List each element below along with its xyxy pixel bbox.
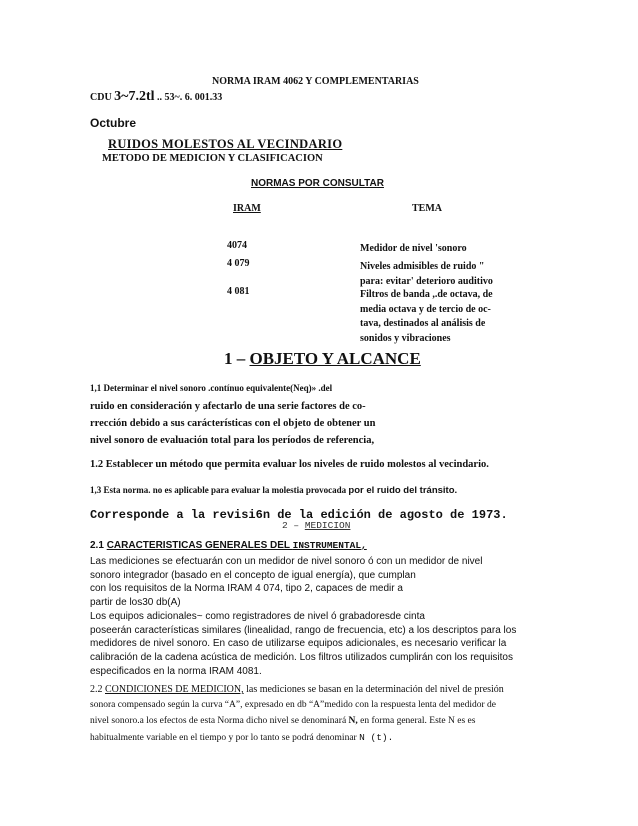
document-title: RUIDOS MOLESTOS AL VECINDARIO <box>108 137 343 151</box>
paragraph-1-2: 1.2 Establecer un método que permita evaluar los niveles de ruido molestos al vecindario. <box>90 459 489 470</box>
section1-title: OBJETO Y ALCANCE <box>249 349 421 368</box>
section-2-1-line: con los requisitos de la Norma IRAM 4 074, tipo 2, capaces de medir a <box>90 583 403 595</box>
reference-tema-line: sonidos y vibraciones <box>360 332 451 344</box>
col-tema-header: TEMA <box>412 203 442 214</box>
section-2-1-title: CARACTERISTICAS GENERALES DEL <box>106 540 293 551</box>
section2-heading <box>282 520 350 531</box>
norm-title: NORMA IRAM 4062 Y COMPLEMENTARIAS <box>212 76 419 87</box>
section1-number: 1 – <box>224 349 250 368</box>
paragraph-1-3-b: por el ruido del tránsito. <box>348 485 458 496</box>
paragraph-1-1-line: rrección debido a sus carácterísticas con el objeto de obtener un <box>90 418 376 429</box>
section-2-2-line3 <box>90 716 475 726</box>
reference-tema-line: Filtros de banda ,.de octava, de <box>360 289 493 300</box>
paragraph-1-1-line: nivel sonoro de evaluación total para los períodos de referencia, <box>90 435 375 446</box>
reference-iram-code: 4 079 <box>227 258 250 269</box>
section-2-2-line1-rest: las mediciones se basan en la determinación del nivel de presión <box>243 684 504 695</box>
section-2-2-line4 <box>90 732 393 743</box>
section-2-1-title-mono: INSTRUMENTAL, <box>292 540 367 551</box>
reference-tema-line: media octava y de tercio de oc- <box>360 303 491 315</box>
section-2-2-line4-a: habitualmente variable en el tiempo y por lo tanto se podrá denominar <box>90 733 360 743</box>
cdu-prefix: CDU <box>90 92 112 103</box>
paragraph-1-1-line: ruido en consideración y afectarlo de una serie factores de co- <box>90 401 366 412</box>
reference-tema-line: para: evitar' deterioro auditivo <box>360 275 493 287</box>
cdu-line <box>90 89 222 105</box>
paragraph-1-3 <box>90 485 457 496</box>
col-iram-header: IRAM <box>233 203 261 214</box>
section-2-2-line2: sonora compensado según la curva “A”, expresado en db “A”medido con la respuesta lenta del medidor de <box>90 700 496 710</box>
section-2-1-line: calibración de la cadena acústica de medición. Los filtros utilizados cumplirán con los requisitos <box>90 651 513 663</box>
cdu-rest: .. 53~. 6. 001.33 <box>157 92 223 103</box>
month: Octubre <box>90 116 137 130</box>
references-heading: NORMAS POR CONSULTAR <box>251 178 384 189</box>
section-2-1-line: sonoro integrador (basado en el concepto de igual energía), que cumplan <box>90 569 416 581</box>
section-2-1-number: 2.1 <box>90 540 107 551</box>
reference-tema-line: tava, destinados al análisis de <box>360 318 486 329</box>
paragraph-1-1-line: 1,1 Determinar el nivel sonoro .contínuo equivalente(Neq)» .del <box>90 383 333 393</box>
document-subtitle: METODO DE MEDICION Y CLASIFICACION <box>102 153 323 164</box>
section-2-1-line: medidores de nivel sonoro. En caso de utilizarse equipos adicionales, es necesario verificar la <box>90 638 507 650</box>
section-2-1-line: partir de los30 db(A) <box>90 597 181 609</box>
section-2-1-line: Los equipos adicionales~ como registradores de nivel ó grabadoresde cinta <box>90 610 425 622</box>
section-2-1-line: especificados en la norma IRAM 4081. <box>90 665 262 677</box>
section-2-2-title: CONDICIONES DE MEDICION, <box>105 684 244 695</box>
section-2-2-line1 <box>90 684 504 695</box>
section2-number: 2 – <box>282 520 305 531</box>
reference-tema-line: Niveles admisibles de ruido " <box>360 261 485 272</box>
revision-note: Corresponde a la revisi6n de la edición de agosto de 1973. <box>90 508 508 522</box>
section-2-2-number: 2.2 <box>90 684 105 695</box>
reference-iram-code: 4 081 <box>227 286 250 297</box>
section-2-2-line3-c: en forma general. Este N es es <box>357 716 476 726</box>
reference-tema-line: Medidor de nivel 'sonoro <box>360 243 467 254</box>
section2-title: MEDICION <box>304 520 351 531</box>
cdu-main: 3~7.2tl <box>114 89 155 104</box>
section-2-1-heading <box>90 540 367 551</box>
section-2-2-line3-b: N, <box>348 716 358 726</box>
section-2-1-line: poseerán características similares (linealidad, rango de frecuencia, etc) a los descriptos para los <box>90 624 517 636</box>
section-2-1-line: Las mediciones se efectuarán con un medidor de nivel sonoro ó con un medidor de nivel <box>90 556 483 567</box>
section-2-2-line4-b: N (t). <box>359 732 394 743</box>
section1-heading <box>224 349 421 369</box>
section-2-2-line3-a: nivel sonoro.a los efectos de esta Norma dicho nivel se denominará <box>90 716 349 726</box>
reference-iram-code: 4074 <box>227 240 247 251</box>
paragraph-1-3-a: 1,3 Esta norma. no es aplicable para evaluar la molestia provocada <box>90 485 349 495</box>
